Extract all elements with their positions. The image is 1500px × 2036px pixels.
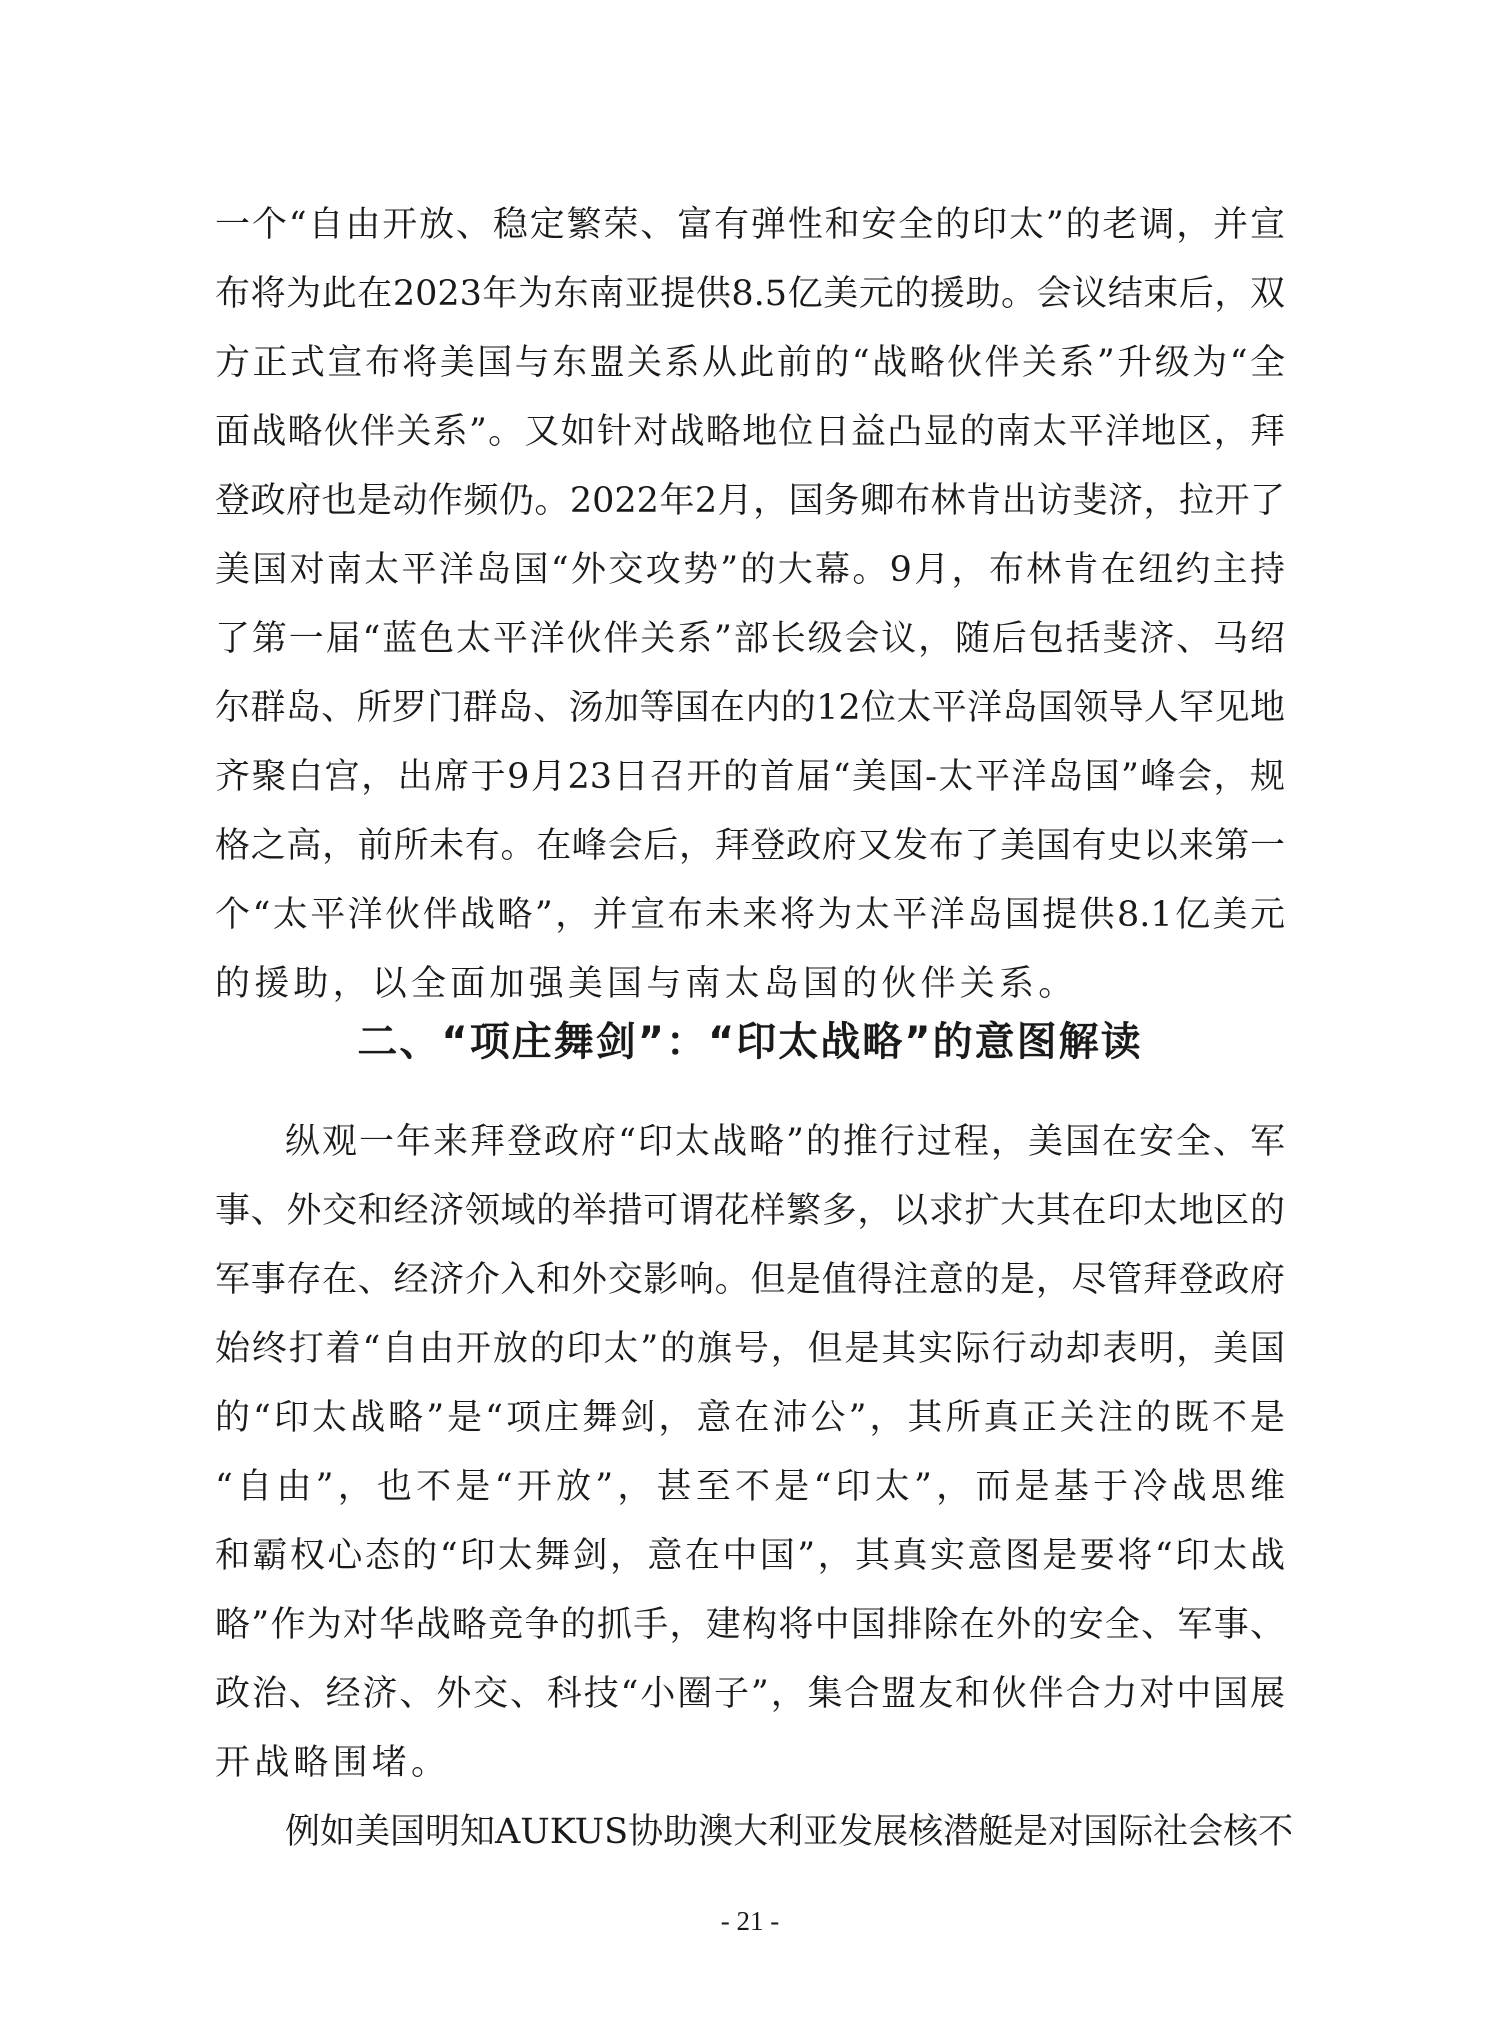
text-line: 面战略伙伴关系”。又如针对战略地位日益凸显的南太平洋地区，拜 bbox=[215, 412, 1285, 452]
text-line: 军事存在、经济介入和外交影响。但是值得注意的是，尽管拜登政府 bbox=[215, 1260, 1285, 1300]
text-line: 的援助，以全面加强美国与南太岛国的伙伴关系。 bbox=[215, 964, 1078, 1004]
text-line: 和霸权心态的“印太舞剑，意在中国”，其真实意图是要将“印太战 bbox=[215, 1536, 1285, 1576]
page-number: - 21 - bbox=[720, 1906, 780, 1936]
section-heading: 二、“项庄舞剑”：“印太战略”的意图解读 bbox=[357, 1019, 1143, 1065]
text-line: 事、外交和经济领域的举措可谓花样繁多，以求扩大其在印太地区的 bbox=[215, 1191, 1285, 1231]
text-line: 格之高，前所未有。在峰会后，拜登政府又发布了美国有史以来第一 bbox=[215, 826, 1285, 866]
text-line: 纵观一年来拜登政府“印太战略”的推行过程，美国在安全、军 bbox=[285, 1122, 1285, 1162]
text-line: 开战略围堵。 bbox=[215, 1743, 451, 1783]
text-line: 登政府也是动作频仍。2022年2月，国务卿布林肯出访斐济，拉开了 bbox=[215, 481, 1285, 521]
text-line: 始终打着“自由开放的印太”的旗号，但是其实际行动却表明，美国 bbox=[215, 1329, 1285, 1369]
text-line: 美国对南太平洋岛国“外交攻势”的大幕。9月，布林肯在纽约主持 bbox=[215, 550, 1285, 590]
text-line: 政治、经济、外交、科技“小圈子”，集合盟友和伙伴合力对中国展 bbox=[215, 1674, 1285, 1714]
text-line: 例如美国明知AUKUS协助澳大利亚发展核潜艇是对国际社会核不 bbox=[285, 1812, 1294, 1852]
text-line: 略”作为对华战略竞争的抓手，建构将中国排除在外的安全、军事、 bbox=[215, 1605, 1285, 1645]
text-line: 齐聚白宫，出席于9月23日召开的首届“美国-太平洋岛国”峰会，规 bbox=[215, 757, 1285, 797]
text-line: 个“太平洋伙伴战略”，并宣布未来将为太平洋岛国提供8.1亿美元 bbox=[215, 895, 1285, 935]
text-line: 的“印太战略”是“项庄舞剑，意在沛公”，其所真正关注的既不是 bbox=[215, 1398, 1285, 1438]
text-line: 了第一届“蓝色太平洋伙伴关系”部长级会议，随后包括斐济、马绍 bbox=[215, 619, 1285, 659]
text-line: 布将为此在2023年为东南亚提供8.5亿美元的援助。会议结束后，双 bbox=[215, 274, 1285, 314]
text-line: 方正式宣布将美国与东盟关系从此前的“战略伙伴关系”升级为“全 bbox=[215, 343, 1285, 383]
text-line: 一个“自由开放、稳定繁荣、富有弹性和安全的印太”的老调，并宣 bbox=[215, 205, 1285, 245]
text-line: 尔群岛、所罗门群岛、汤加等国在内的12位太平洋岛国领导人罕见地 bbox=[215, 688, 1285, 728]
text-line: “自由”，也不是“开放”，甚至不是“印太”，而是基于冷战思维 bbox=[215, 1467, 1285, 1507]
